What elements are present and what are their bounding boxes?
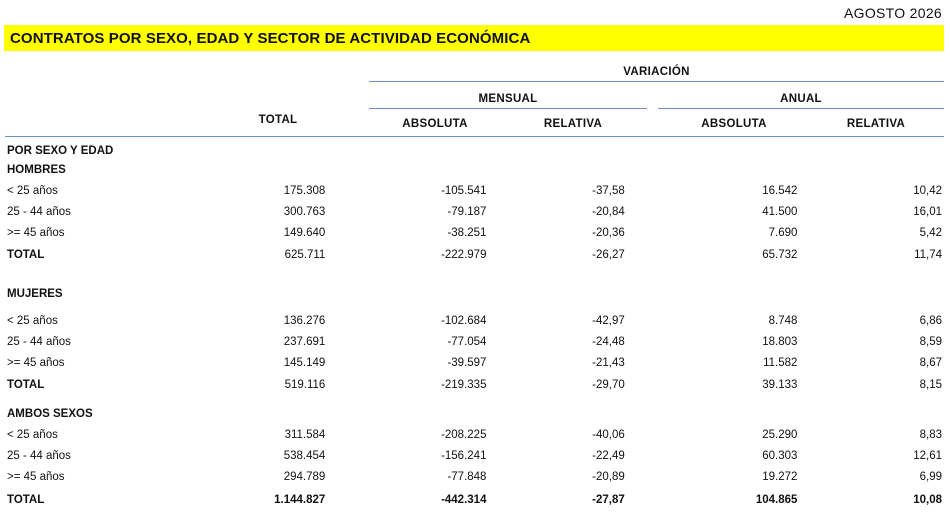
cell-mensual-absoluta: -102.684 xyxy=(441,314,487,327)
table-row xyxy=(5,180,942,201)
cell-anual-absoluta: 19.272 xyxy=(762,470,798,483)
cell-anual-relativa: 12,61 xyxy=(913,449,942,462)
cell-mensual-absoluta: -222.979 xyxy=(441,249,487,261)
spacer-row xyxy=(5,267,942,284)
cell-anual-relativa: 10,08 xyxy=(913,494,942,506)
cell-mensual-relativa: -42,97 xyxy=(592,314,625,327)
report-title: CONTRATOS POR SEXO, EDAD Y SECTOR DE ACTIVIDAD ECONÓMICA xyxy=(10,30,531,47)
table-row xyxy=(5,222,942,243)
table-row xyxy=(5,424,942,445)
cell-anual-relativa: 16,01 xyxy=(913,205,942,218)
header-mensual: MENSUAL xyxy=(478,93,538,105)
cell-mensual-absoluta: -77.054 xyxy=(447,335,487,348)
cell-total: 175.308 xyxy=(283,184,326,197)
cell-mensual-absoluta: -219.335 xyxy=(441,379,487,391)
cell-anual-absoluta: 7.690 xyxy=(768,226,798,239)
cell-anual-relativa: 8,83 xyxy=(919,428,942,441)
cell-mensual-relativa: -27,87 xyxy=(592,494,625,506)
header-absoluta-anual: ABSOLUTA xyxy=(701,118,767,130)
row-label: 25 - 44 años xyxy=(7,449,71,462)
cell-total: 1.144.827 xyxy=(274,494,326,506)
cell-mensual-absoluta: -105.541 xyxy=(441,184,487,197)
cell-anual-absoluta: 18.803 xyxy=(762,335,798,348)
cell-total: 145.149 xyxy=(283,356,326,369)
cell-total: 136.276 xyxy=(283,314,326,327)
cell-anual-relativa: 8,59 xyxy=(919,335,942,348)
group-row-mujeres xyxy=(5,284,942,304)
total-row-hombres xyxy=(5,243,942,267)
header-rule-main xyxy=(5,136,944,137)
cell-mensual-absoluta: -208.225 xyxy=(441,428,487,441)
spacer-row xyxy=(5,397,942,404)
cell-mensual-absoluta: -156.241 xyxy=(441,449,487,462)
cell-mensual-relativa: -40,06 xyxy=(592,428,625,441)
cell-mensual-absoluta: -77.848 xyxy=(447,470,487,483)
cell-anual-absoluta: 39.133 xyxy=(762,379,798,391)
report-date: AGOSTO 2026 xyxy=(844,5,942,21)
cell-anual-absoluta: 41.500 xyxy=(762,205,798,218)
section-label: POR SEXO Y EDAD xyxy=(7,144,114,157)
cell-total: 237.691 xyxy=(283,335,326,348)
total-row-mujeres xyxy=(5,373,942,397)
group-label: AMBOS SEXOS xyxy=(7,408,93,420)
row-label: 25 - 44 años xyxy=(7,205,71,218)
row-label: >= 45 años xyxy=(7,226,65,239)
table-row xyxy=(5,331,942,352)
cell-anual-relativa: 6,86 xyxy=(919,314,942,327)
table-row xyxy=(5,445,942,466)
cell-total: 294.789 xyxy=(283,470,326,483)
cell-anual-absoluta: 11.582 xyxy=(763,356,798,369)
cell-anual-absoluta: 16.542 xyxy=(762,184,798,197)
cell-mensual-absoluta: -38.251 xyxy=(447,226,487,239)
cell-mensual-absoluta: -79.187 xyxy=(447,205,487,218)
group-label: MUJERES xyxy=(7,288,63,300)
cell-anual-relativa: 6,99 xyxy=(919,470,942,483)
table-row xyxy=(5,466,942,487)
cell-total: 519.116 xyxy=(284,379,326,391)
cell-total: 149.640 xyxy=(283,226,326,239)
cell-mensual-relativa: -24,48 xyxy=(592,335,625,348)
cell-total: 311.584 xyxy=(284,428,326,441)
header-variacion: VARIACIÓN xyxy=(623,66,690,78)
section-row xyxy=(5,141,942,160)
cell-anual-absoluta: 104.865 xyxy=(755,494,798,506)
row-label: TOTAL xyxy=(7,494,45,506)
row-label: < 25 años xyxy=(7,314,58,327)
row-label: >= 45 años xyxy=(7,356,65,369)
cell-anual-absoluta: 65.732 xyxy=(762,249,798,261)
row-label: >= 45 años xyxy=(7,470,65,483)
header-relativa-mensual: RELATIVA xyxy=(543,118,603,130)
cell-anual-absoluta: 60.303 xyxy=(762,449,798,462)
group-label: HOMBRES xyxy=(7,164,66,176)
cell-mensual-relativa: -20,84 xyxy=(592,205,625,218)
cell-mensual-relativa: -20,36 xyxy=(592,226,625,239)
header-rule-anual xyxy=(658,108,944,109)
table-row xyxy=(5,201,942,222)
cell-total: 625.711 xyxy=(284,249,326,261)
group-row-ambos-sexos xyxy=(5,404,942,424)
row-label: TOTAL xyxy=(7,379,45,391)
cell-anual-relativa: 11,74 xyxy=(914,249,942,261)
cell-total: 300.763 xyxy=(283,205,326,218)
cell-mensual-absoluta: -442.314 xyxy=(441,494,487,506)
contracts-table xyxy=(5,141,942,513)
cell-mensual-relativa: -37,58 xyxy=(592,184,625,197)
cell-anual-relativa: 8,15 xyxy=(919,379,942,391)
header-absoluta-mensual: ABSOLUTA xyxy=(402,118,468,130)
cell-mensual-relativa: -26,27 xyxy=(592,249,625,261)
header-relativa-anual: RELATIVA xyxy=(846,118,906,130)
cell-anual-absoluta: 8.748 xyxy=(768,314,798,327)
cell-mensual-absoluta: -39.597 xyxy=(447,356,487,369)
row-label: < 25 años xyxy=(7,184,58,197)
cell-mensual-relativa: -29,70 xyxy=(592,379,625,391)
cell-total: 538.454 xyxy=(283,449,326,462)
cell-mensual-relativa: -20,89 xyxy=(592,470,625,483)
cell-anual-relativa: 8,67 xyxy=(919,356,942,369)
header-anual: ANUAL xyxy=(780,93,822,105)
header-total: TOTAL xyxy=(258,114,298,126)
cell-anual-relativa: 10,42 xyxy=(913,184,942,197)
group-row-hombres xyxy=(5,160,942,180)
row-label: 25 - 44 años xyxy=(7,335,71,348)
row-label: TOTAL xyxy=(7,249,45,261)
total-row-ambos-sexos xyxy=(5,487,942,513)
table-row xyxy=(5,310,942,331)
cell-anual-absoluta: 25.290 xyxy=(762,428,798,441)
header-rule-mensual xyxy=(369,108,647,109)
header-rule-variacion xyxy=(369,81,944,82)
row-label: < 25 años xyxy=(7,428,58,441)
table-row xyxy=(5,352,942,373)
cell-anual-relativa: 5,42 xyxy=(919,226,942,239)
title-bar xyxy=(4,25,944,51)
cell-mensual-relativa: -21,43 xyxy=(592,356,625,369)
cell-mensual-relativa: -22,49 xyxy=(592,449,625,462)
